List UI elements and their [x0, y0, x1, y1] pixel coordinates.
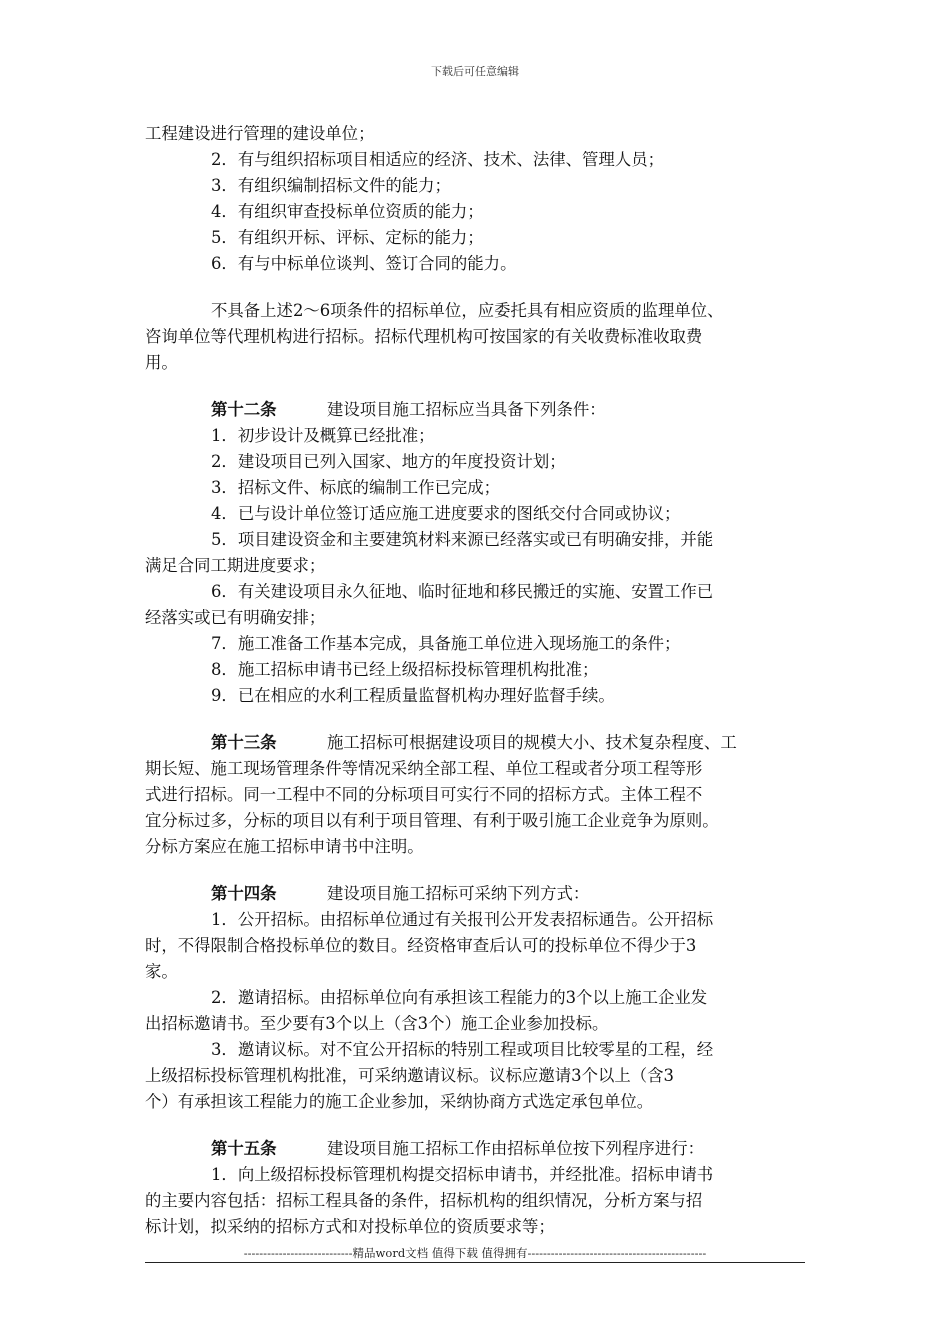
- text-line: 2．邀请招标。由招标单位向有承担该工程能力的3个以上施工企业发: [211, 988, 708, 1007]
- text-line: 上级招标投标管理机构批准，可采纳邀请议标。议标应邀请3个以上（含3: [145, 1066, 674, 1085]
- text-line: 工程建设进行管理的建设单位；: [145, 124, 375, 143]
- article-number: 第十三条: [211, 733, 277, 752]
- footer-divider: [145, 1262, 805, 1263]
- text-line: 3．邀请议标。对不宜公开招标的特别工程或项目比较零星的工程，经: [211, 1040, 714, 1059]
- text-line: 用。: [145, 353, 178, 372]
- text-line: 咨询单位等代理机构进行招标。招标代理机构可按国家的有关收费标准收取费: [145, 327, 703, 346]
- document-body: [145, 121, 805, 1240]
- text-line: 1．公开招标。由招标单位通过有关报刊公开发表招标通告。公开招标: [211, 910, 714, 929]
- text-line: 2．有与组织招标项目相适应的经济、技术、法律、管理人员；: [211, 150, 664, 169]
- article-12-heading: [145, 397, 805, 423]
- text-line: 式进行招标。同一工程中不同的分标项目可实行不同的招标方式。主体工程不: [145, 785, 703, 804]
- text-line: 2．建设项目已列入国家、地方的年度投资计划；: [211, 452, 566, 471]
- text-line: 宜分标过多，分标的项目以有利于项目管理、有利于吸引施工企业竞争为原则。: [145, 811, 719, 830]
- text-line: 不具备上述2～6项条件的招标单位，应委托具有相应资质的监理单位、: [211, 301, 724, 320]
- text-line: 经落实或已有明确安排；: [145, 608, 326, 627]
- text-line: 3．有组织编制招标文件的能力；: [211, 176, 451, 195]
- text-line: 1．向上级招标投标管理机构提交招标申请书，并经批准。招标申请书: [211, 1165, 714, 1184]
- page-footer: ----------------------------精品word文档 值得下载 值得拥有----------------------------------------------: [243, 1246, 707, 1260]
- article-text: 施工招标可根据建设项目的规模大小、技术复杂程度、工: [327, 733, 737, 752]
- article-text: 建设项目施工招标应当具备下列条件：: [327, 400, 606, 419]
- text-line: 6．有与中标单位谈判、签订合同的能力。: [211, 254, 517, 273]
- text-line: 的主要内容包括：招标工程具备的条件，招标机构的组织情况，分析方案与招: [145, 1191, 703, 1210]
- text-line: 4．已与设计单位签订适应施工进度要求的图纸交付合同或协议；: [211, 504, 681, 523]
- article-text: 建设项目施工招标工作由招标单位按下列程序进行：: [327, 1139, 704, 1158]
- text-line: 4．有组织审查投标单位资质的能力；: [211, 202, 484, 221]
- text-line: 分标方案应在施工招标申请书中注明。: [145, 837, 424, 856]
- article-number: 第十四条: [211, 884, 277, 903]
- article-15-heading: [145, 1136, 805, 1162]
- text-line: 3．招标文件、标底的编制工作已完成；: [211, 478, 501, 497]
- text-line: 1．初步设计及概算已经批准；: [211, 426, 435, 445]
- text-line: 时，不得限制合格投标单位的数目。经资格审查后认可的投标单位不得少于3: [145, 936, 697, 955]
- article-number: 第十二条: [211, 400, 277, 419]
- article-13-heading: [145, 730, 805, 756]
- text-line: 8．施工招标申请书已经上级招标投标管理机构批准；: [211, 660, 599, 679]
- text-line: 5．有组织开标、评标、定标的能力；: [211, 228, 484, 247]
- article-14-heading: [145, 881, 805, 907]
- text-line: 期长短、施工现场管理条件等情况采纳全部工程、单位工程或者分项工程等形: [145, 759, 703, 778]
- text-line: 个）有承担该工程能力的施工企业参加，采纳协商方式选定承包单位。: [145, 1092, 654, 1111]
- text-line: 5．项目建设资金和主要建筑材料来源已经落实或已有明确安排，并能: [211, 530, 714, 549]
- text-line: 家。: [145, 962, 178, 981]
- text-line: 满足合同工期进度要求；: [145, 556, 326, 575]
- text-line: 出招标邀请书。至少要有3个以上（含3个）施工企业参加投标。: [145, 1014, 609, 1033]
- text-line: 9．已在相应的水利工程质量监督机构办理好监督手续。: [211, 686, 615, 705]
- text-line: 6．有关建设项目永久征地、临时征地和移民搬迁的实施、安置工作已: [211, 582, 714, 601]
- article-number: 第十五条: [211, 1139, 277, 1158]
- text-line: 标计划，拟采纳的招标方式和对投标单位的资质要求等；: [145, 1217, 555, 1236]
- article-text: 建设项目施工招标可采纳下列方式：: [327, 884, 590, 903]
- page-header: 下载后可任意编辑: [431, 65, 519, 78]
- text-line: 7．施工准备工作基本完成，具备施工单位进入现场施工的条件；: [211, 634, 681, 653]
